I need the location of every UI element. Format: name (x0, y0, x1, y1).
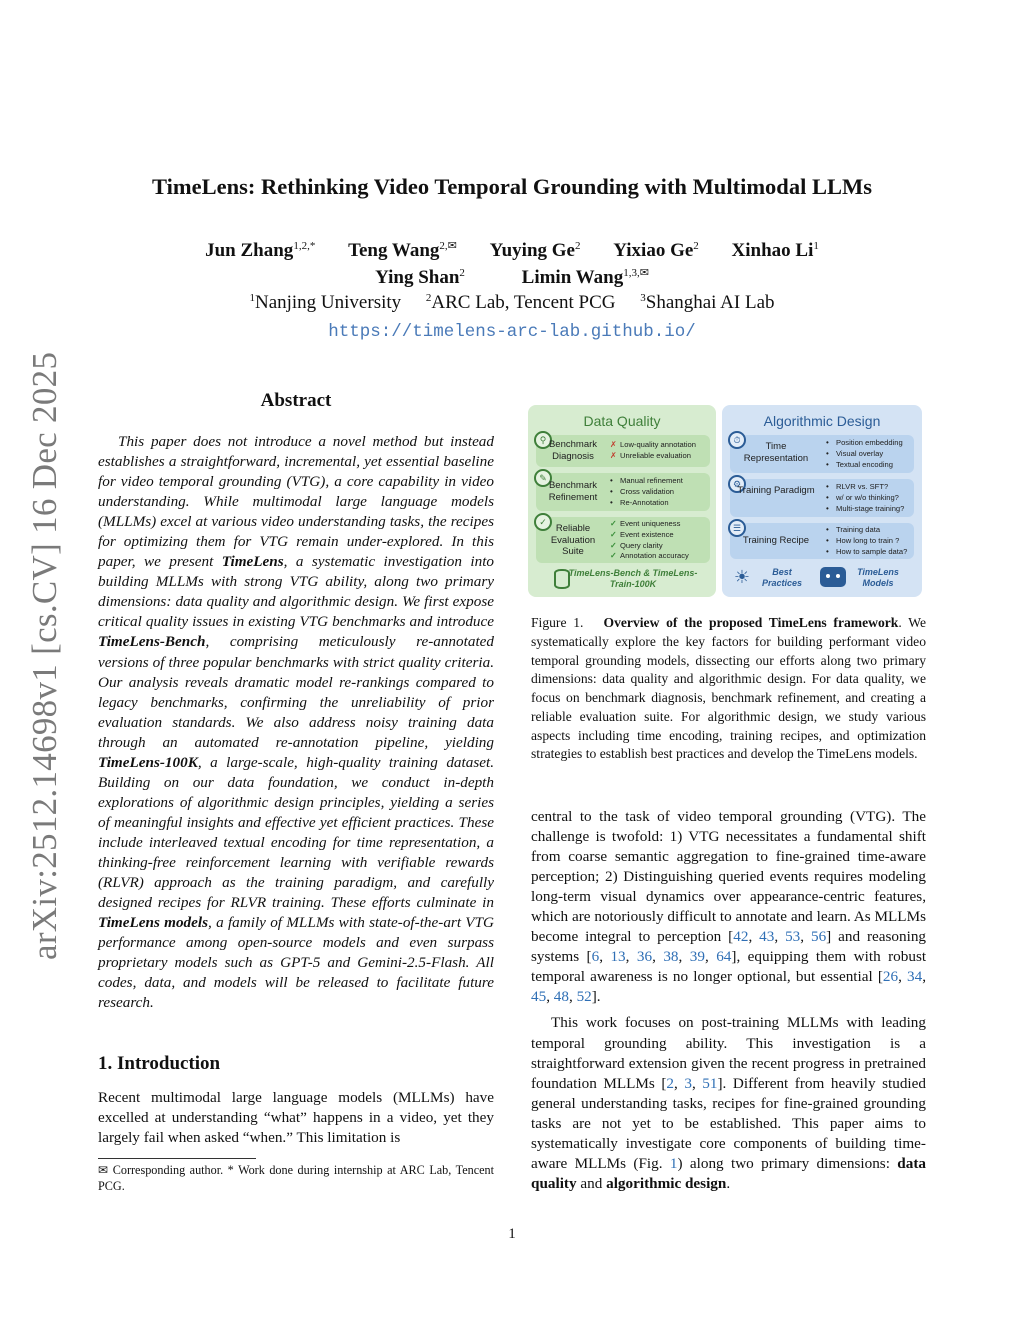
citation-link[interactable]: 36 (636, 948, 653, 966)
panel-title: Data Quality (583, 413, 661, 429)
author: Limin Wang$^{1,3,✉}$ (521, 267, 649, 288)
paragraph: This work focuses on post-training MLLMs with leading temporal grounding ability. This investigation is a straightforward extension given the recent progress in pretrained foundation MLLMs [2, 3, 51]. Different from heavily studied general understanding tasks, recipes for fine-grained grounding tasks are not yet to be established. This paper aims to systematically investigate core components of building time-aware MLLMs (Fig. 1) along two primary dimensions: data quality and algorithmic design. (531, 1014, 926, 1192)
check-icon: ✓ (610, 519, 617, 528)
author: Yixiao Ge$^2$ (613, 240, 699, 261)
citation-link[interactable]: 51 (702, 1074, 718, 1092)
citation-link[interactable]: 3 (684, 1074, 692, 1092)
list-item: • How long to train ? (826, 535, 900, 545)
reliable-evaluation-suite-box: ✓ Reliable Evaluation Suite ✓ Event uniqueness ✓ Event existence ✓ Query clarity ✓ Annotation accuracy (536, 517, 710, 563)
paragraph: central to the task of video temporal grounding (VTG). The challenge is twofold: 1) VTG necessitates a fundamental shift from coarse semantic aggregation to fine-grained time-aware perception; 2) Distinguishing queried events requires modeling long-term visual dynamics over appearance-centric features, which are notoriously difficult to annotate and learn. As MLLMs become integral to perception [42, 43, 53, 56] and reasoning systems [6, 13, 36, 38, 39, 64], equipping them with robust temporal awareness is no longer optional, but essential [26, 34, 45, 48, 52]. (531, 808, 927, 1006)
paper-title: TimeLens: Rethinking Video Temporal Grounding with Multimodal LLMs (152, 174, 872, 199)
citation-link[interactable]: 42 (733, 928, 749, 946)
list-item: ✓ Event existence (610, 529, 674, 539)
training-paradigm-box: ⚙ Training Paradigm • RLVR vs. SFT? • w/ or w/o thinking? • Multi-stage training? (730, 479, 914, 517)
dataset-label: TimeLens-Bench & TimeLens-Train-100K (568, 568, 698, 589)
cross-icon: ✗ (610, 450, 617, 460)
check-icon: ✓ (610, 540, 617, 550)
list-item: • Visual overlay (826, 448, 884, 458)
list-item: • w/ or w/o thinking? (826, 492, 899, 502)
brain-icon: ⚙ (728, 475, 746, 493)
check-icon: ✓ (610, 529, 617, 539)
affiliations (0, 292, 1024, 314)
citation-link[interactable]: 39 (689, 948, 705, 966)
panel-title: Algorithmic Design (763, 413, 881, 429)
figure-reference-link[interactable]: 1 (669, 1154, 678, 1172)
list-item: ✓ Event uniqueness (610, 519, 681, 528)
citation-link[interactable]: 52 (576, 988, 592, 1006)
robot-icon (820, 567, 846, 587)
ruler-icon: ✎ (534, 469, 552, 487)
footnote: ✉ Corresponding author. * Work done during internship at ARC Lab, Tencent PCG. (98, 1163, 494, 1193)
citation-link[interactable]: 6 (591, 948, 600, 966)
section-heading-introduction: 1. Introduction (98, 1053, 221, 1074)
figure-caption: Figure 1. Overview of the proposed TimeLens framework. We systematically explore the key factors for building performant video temporal grounding models, dissecting our efforts along two primary dimensions: data quality and algorithmic design. For data quality, we focus on benchmark diagnosis, benchmark refinement, and creating a reliable evaluation suite. For algorithmic design, we study various aspects including time encoding, training recipes, and optimization strategies to establish best practices and develop the TimeLens models. (531, 615, 926, 762)
list-item: • How to sample data? (826, 546, 908, 556)
list-item: • RLVR vs. SFT? (826, 482, 889, 491)
author-list-line-1 (0, 239, 1024, 262)
training-recipe-box: ☰ Training Recipe • Training data • How long to train ? • How to sample data? (730, 523, 914, 559)
lightbulb-icon: ☀ (733, 567, 751, 587)
list-item: ✓ Query clarity (610, 540, 663, 550)
citation-link[interactable]: 26 (882, 968, 899, 986)
shield-icon: ✓ (534, 513, 552, 531)
data-quality-panel (528, 405, 716, 597)
affiliation: $^2$ARC Lab, Tencent PCG (425, 292, 616, 313)
list-item: • Manual refinement (610, 476, 683, 485)
time-representation-box: ⏱ Time Representation • Position embedding • Visual overlay • Textual encoding (730, 435, 914, 473)
cross-icon: ✗ (610, 440, 617, 449)
list-item: • Re-Annotation (610, 497, 669, 507)
author-list-line-2 (0, 266, 1024, 289)
list-item: • Textual encoding (826, 459, 893, 469)
citation-link[interactable]: 34 (907, 968, 923, 986)
magnifier-icon: ⚲ (534, 431, 552, 449)
citation-link[interactable]: 53 (785, 928, 801, 946)
introduction-text-right-column (531, 807, 926, 1194)
project-url-link[interactable]: https://timelens-arc-lab.github.io/ (328, 322, 696, 342)
author: Yuying Ge$^2$ (489, 240, 581, 261)
author: Teng Wang$^{2,✉}$ (348, 240, 457, 261)
algorithmic-design-panel (722, 405, 922, 597)
timelens-models-label: TimeLens Models (857, 567, 899, 588)
benchmark-refinement-box: ✎ Benchmark Refinement • Manual refinement • Cross validation • Re-Annotation (536, 473, 710, 511)
affiliation: $^1$Nanjing University (249, 292, 402, 313)
stopwatch-icon: ⏱ (728, 431, 746, 449)
citation-link[interactable]: 38 (663, 948, 679, 966)
citation-link[interactable]: 13 (610, 948, 626, 966)
arxiv-identifier: arXiv:2512.14698v1 [cs.CV] 16 Dec 2025 (25, 351, 64, 960)
citation-link[interactable]: 56 (810, 928, 827, 946)
list-item: ✗ Low-quality annotation (610, 440, 696, 449)
citation-link[interactable]: 45 (531, 988, 547, 1006)
citation-link[interactable]: 64 (716, 948, 732, 966)
list-item: • Cross validation (610, 486, 675, 496)
best-practices-label: Best Practices (761, 567, 803, 588)
citation-link[interactable]: 2 (666, 1074, 675, 1092)
footnote-divider (98, 1158, 256, 1159)
list-item: ✓ Annotation accuracy (610, 551, 689, 561)
list-item: • Position embedding (826, 438, 903, 447)
author: Ying Shan$^2$ (375, 267, 465, 288)
author: Xinhao Li$^1$ (731, 240, 819, 261)
author: Jun Zhang$^{1,2,*}$ (205, 240, 316, 261)
citation-link[interactable]: 43 (759, 928, 775, 946)
introduction-text: Recent multimodal large language models (MLLMs) have excelled at understanding “what” happens in a video, yet they largely fail when asked “when.” This limitation is (98, 1089, 494, 1147)
list-item: ✗ Unreliable evaluation (610, 450, 691, 460)
abstract-heading: Abstract (260, 390, 332, 411)
list-item: • Multi-stage training? (826, 503, 905, 513)
abstract-text: This paper does not introduce a novel method but instead establishes a straightforward, incremental, yet essential baseline for video temporal grounding (VTG), a core capability in video understanding. While multimodal large language models (MLLMs) excel at various video understanding tasks, the recipes for optimizing them for VTG remain under-explored. In this paper, we present TimeLens, a systematic investigation into building MLLMs with strong VTG ability, along two primary dimensions: data quality and algorithmic design. We first expose critical quality issues in existing VTG benchmarks and introduce TimeLens-Bench, comprising meticulously re-annotated versions of three popular benchmarks with strict quality criteria. Our analysis reveals dramatic model re-rankings compared to legacy benchmarks, confirming the unreliability of prior evaluation standards. We also address noisy training data through an automated re-annotation pipeline, yielding TimeLens-100K, a large-scale, high-quality training dataset. Building on our data foundation, we conduct in-depth explorations of algorithmic design principles, yielding a series of meaningful insights and effective yet efficient practices. These include interleaved textual encoding for time representation, a thinking-free reinforcement learning with verifiable rewards (RLVR) approach as the training paradigm, and carefully designed recipes for RLVR training. These efforts culminate in TimeLens models, a family of MLLMs with state-of-the-art VTG performance among open-source models and even surpass proprietary models such as GPT-5 and Gemini-2.5-Flash. All codes, data, and models will be released to facilitate future research. (98, 433, 495, 1012)
list-item: • Training data (826, 525, 881, 534)
page-number: 1 (508, 1226, 516, 1242)
citation-link[interactable]: 48 (553, 988, 569, 1006)
affiliation: $^3$Shanghai AI Lab (640, 292, 775, 313)
check-icon: ✓ (610, 551, 617, 561)
recipe-icon: ☰ (728, 519, 746, 537)
figure-1-overview (528, 405, 922, 597)
benchmark-diagnosis-box: ⚲ Benchmark Diagnosis ✗ Low-quality annotation ✗ Unreliable evaluation (536, 435, 710, 467)
